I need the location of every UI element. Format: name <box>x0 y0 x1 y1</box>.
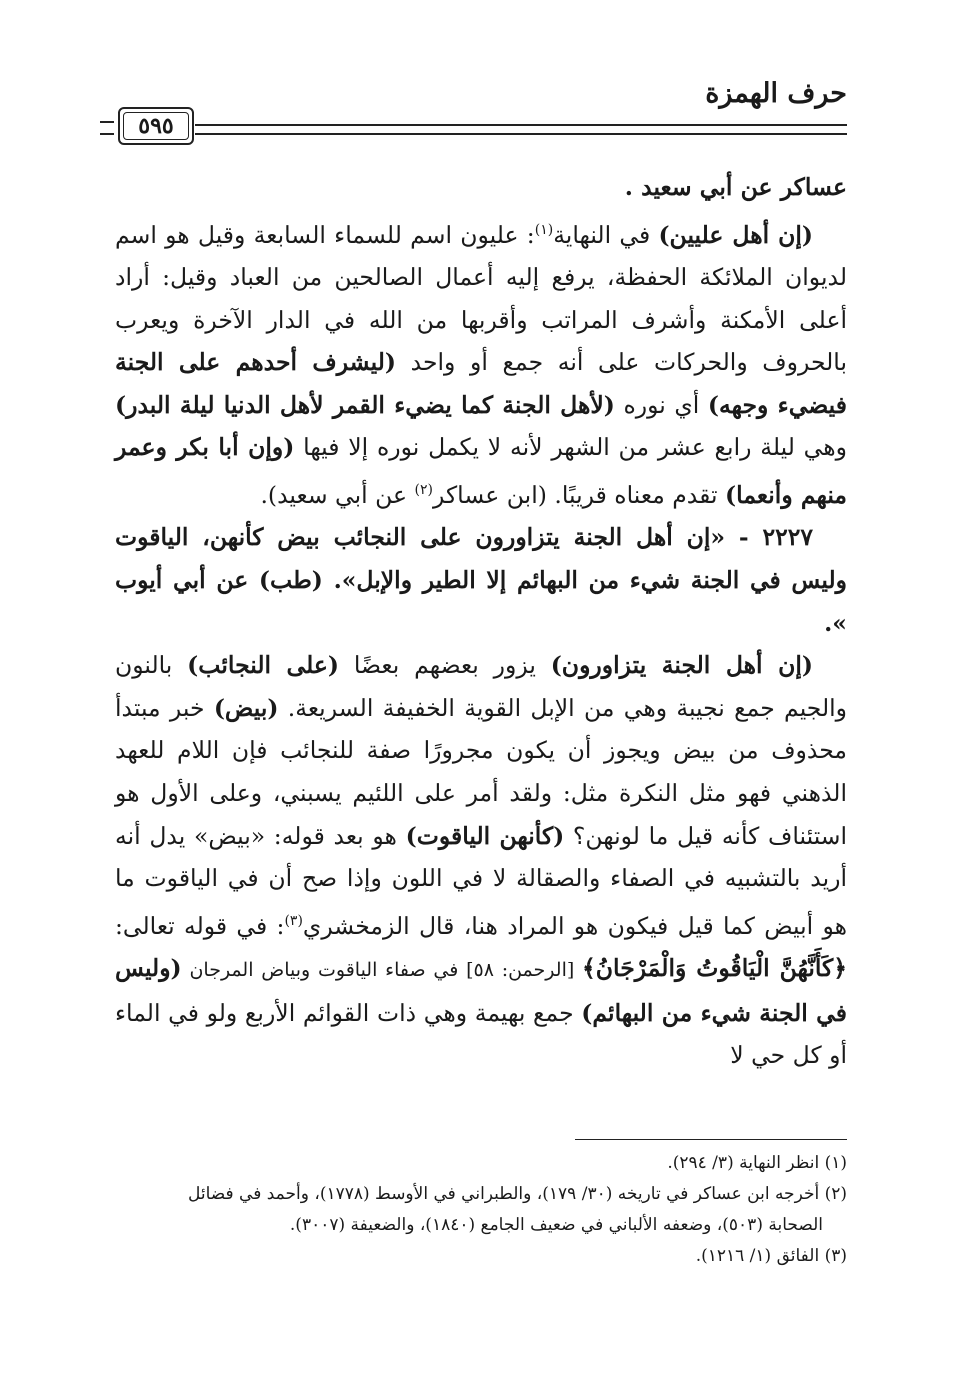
text: في النهاية <box>553 220 659 249</box>
text: خبر مبتدأ محذوف من بيض ويجوز أن يكون مجرورًا صفة للنجائب فإن اللام للعهد الذهني فهو مثل النكرة مثل: ولقد أمر على اللئيم يسبني، وعلى الأول هو استئناف كأنه قيل ما لونهن؟ <box>115 693 847 850</box>
footnote-2: (٢) أخرجه ابن عساكر في تاريخه (٣٠/ ١٧٩)، والطبراني في الأوسط (١٧٧٨)، وأحمد في فضائل <box>188 1184 847 1204</box>
page-number-box <box>118 107 194 145</box>
bold-text: (كأنهن الياقوت) <box>405 821 565 850</box>
footnote-3: (٣) الفائق (١/ ١٢١٦). <box>695 1246 847 1266</box>
text: جمع بهيمة وهي ذات القوائم الأربع ولو في الماء أو كل حي لا <box>115 998 847 1070</box>
bold-text: (لأهل الجنة كما يضيء القمر لأهل الدنيا ليلة البدر) <box>115 390 615 419</box>
text: : عليون اسم للسماء السابعة وقيل هو اسم لديوان الملائكة الحفظة، يرفع إليه أعمال الصالحين من العباد وقيل: أراد أعلى الأمكنة وأشرف المراتب وأقربها من الله في الدار الآخرة ويعرب بالحروف والحركات على أنه جمع أو واحد <box>115 220 847 377</box>
bold-text: عساكر عن أبي سعيد . <box>624 173 847 201</box>
bold-text: (وليس في الجنة شيء من البهائم) <box>115 954 847 1027</box>
hadith-text: ٢٢٢٧ - «إن أهل الجنة يتزاورون على النجائب بيض كأنهن، الياقوت وليس في الجنة شيء من البهائم إلا الطير والإبل». (طب) عن أبي أيوب ». <box>115 523 847 637</box>
text: عن أبي سعيد). <box>260 480 415 509</box>
footnote-separator <box>575 1139 847 1140</box>
page-number: ٥٩٥ <box>138 113 174 139</box>
main-text <box>115 166 847 1077</box>
hadith-entry-2227 <box>115 516 847 644</box>
footnote-1: (١) انظر النهاية (٣/ ٢٩٤). <box>667 1153 847 1173</box>
paragraph-2 <box>115 209 847 517</box>
text: [الرحمن: ٥٨] في صفاء الياقوت وبياض المرجان <box>181 959 583 982</box>
footnotes <box>115 1148 847 1272</box>
bold-text: (بيض) <box>213 693 279 722</box>
footnote-2-continued: الصحابة (٥٠٣)، وضعفه الألباني في ضعيف الجامع (١٨٤٠)، والضعيفة (٣٠٠٧). <box>289 1215 823 1235</box>
bold-text: (على النجائب) <box>187 651 340 680</box>
header-rule-end-mark <box>100 121 114 135</box>
bold-text: (إن أهل عليين) <box>658 220 813 249</box>
footnote-ref: (٣) <box>284 912 303 929</box>
quran-verse: ﴿كَأَنَّهُنَّ الْيَاقُوتُ وَالْمَرْجَانُ﴾ <box>582 954 847 983</box>
text: وهي ليلة رابع عشر من الشهر لأنه لا يكمل نوره إلا فيها <box>294 433 848 462</box>
text: تقدم معناه قريبًا. (ابن عساكر <box>433 480 726 509</box>
text: يزور بعضهم بعضًا <box>339 651 551 680</box>
text: بالنون والجيم جمع نجيبة وهي من الإبل القوية الخفيفة السريعة. <box>115 651 847 722</box>
text: : في قوله تعالى: <box>115 911 285 940</box>
footnote-ref: (٢) <box>414 481 433 498</box>
header-rule <box>195 124 847 135</box>
bold-text: (ليشرف أحدهم على الجنة فيضيء وجهه) <box>115 348 847 419</box>
bold-text: (إن أهل الجنة يتزاورون) <box>550 651 813 680</box>
text: هو بعد قوله: «بيض» يدل أنه أريد بالتشبيه في الصفاء والصقالة لا في اللون وإذا صح أن في الياقوت ما هو أبيض كما قيل فيكون هو المراد هنا، قال الزمخشري <box>115 821 847 940</box>
paragraph-1 <box>115 166 847 209</box>
paragraph-4 <box>115 644 847 1077</box>
text: أي نوره <box>614 390 708 419</box>
bold-text: (وإن أبا بكر وعمر منهم وأنعما) <box>115 433 847 509</box>
chapter-title: حرف الهمزة <box>705 78 847 109</box>
footnote-ref: (١) <box>534 221 554 238</box>
